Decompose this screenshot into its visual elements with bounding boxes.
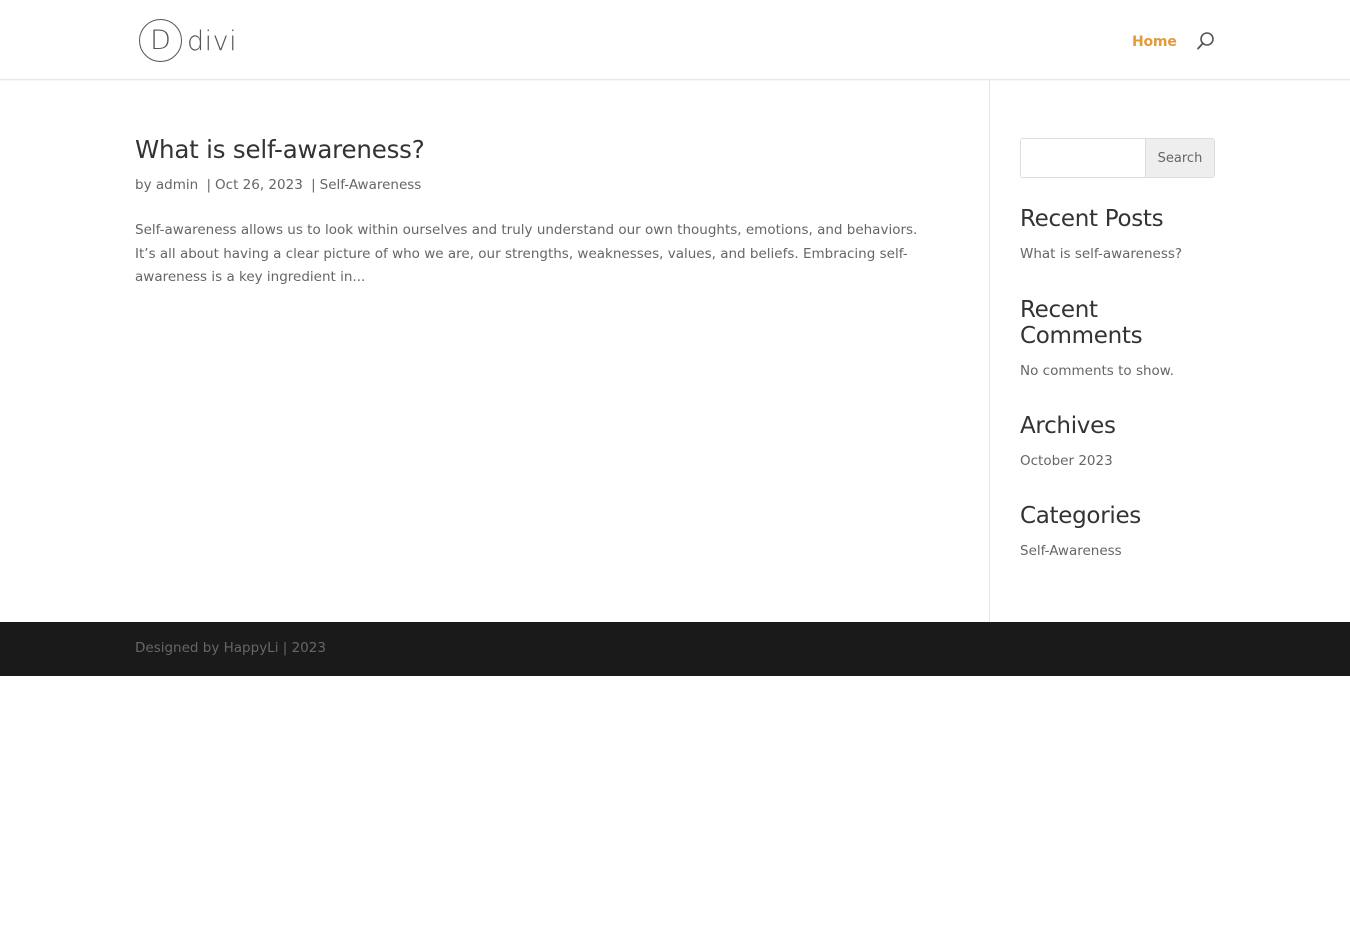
main-nav	[1132, 31, 1177, 50]
sidebar-search-form	[1020, 138, 1215, 178]
recent-comments-title: Recent Comments	[1020, 297, 1143, 349]
meta-author-link[interactable]: admin	[155, 177, 199, 193]
archive-link[interactable]: October 2023	[1020, 453, 1113, 469]
meta-separator: |	[311, 177, 316, 193]
sidebar-search-button[interactable]: Search	[1145, 139, 1214, 177]
logo-text: divi	[187, 26, 238, 57]
meta-category-link[interactable]: Self-Awareness	[319, 177, 422, 193]
meta-date: Oct 26, 2023	[215, 177, 303, 193]
logo-mark: D	[139, 19, 182, 62]
post-meta	[135, 177, 421, 193]
sidebar-search-input[interactable]	[1021, 139, 1145, 177]
archives-title: Archives	[1020, 413, 1116, 439]
site-header	[0, 0, 1350, 80]
recent-post-link[interactable]: What is self-awareness?	[1020, 246, 1183, 262]
post-excerpt: Self-awareness allows us to look within ourselves and truly understand our own thoughts, emotions, and behaviors. It’s all about having a clear picture of who we are, our strengths, weaknesses, values, and beliefs. Embracing self-awareness is a key ingredient in...	[135, 222, 918, 285]
site-footer	[0, 622, 1350, 676]
nav-item-home[interactable]: Home	[1132, 34, 1177, 50]
categories-title: Categories	[1020, 503, 1141, 529]
site-logo[interactable]	[139, 18, 237, 63]
sidebar-divider	[989, 80, 990, 622]
footer-credit: Designed by HappyLi | 2023	[135, 640, 326, 656]
search-icon[interactable]	[1196, 31, 1216, 51]
no-comments-text: No comments to show.	[1020, 363, 1174, 379]
post-title[interactable]: What is self-awareness?	[135, 135, 425, 164]
meta-by: by	[135, 177, 152, 193]
category-link[interactable]: Self-Awareness	[1020, 543, 1122, 559]
recent-posts-title: Recent Posts	[1020, 206, 1164, 232]
meta-separator: |	[206, 177, 212, 193]
